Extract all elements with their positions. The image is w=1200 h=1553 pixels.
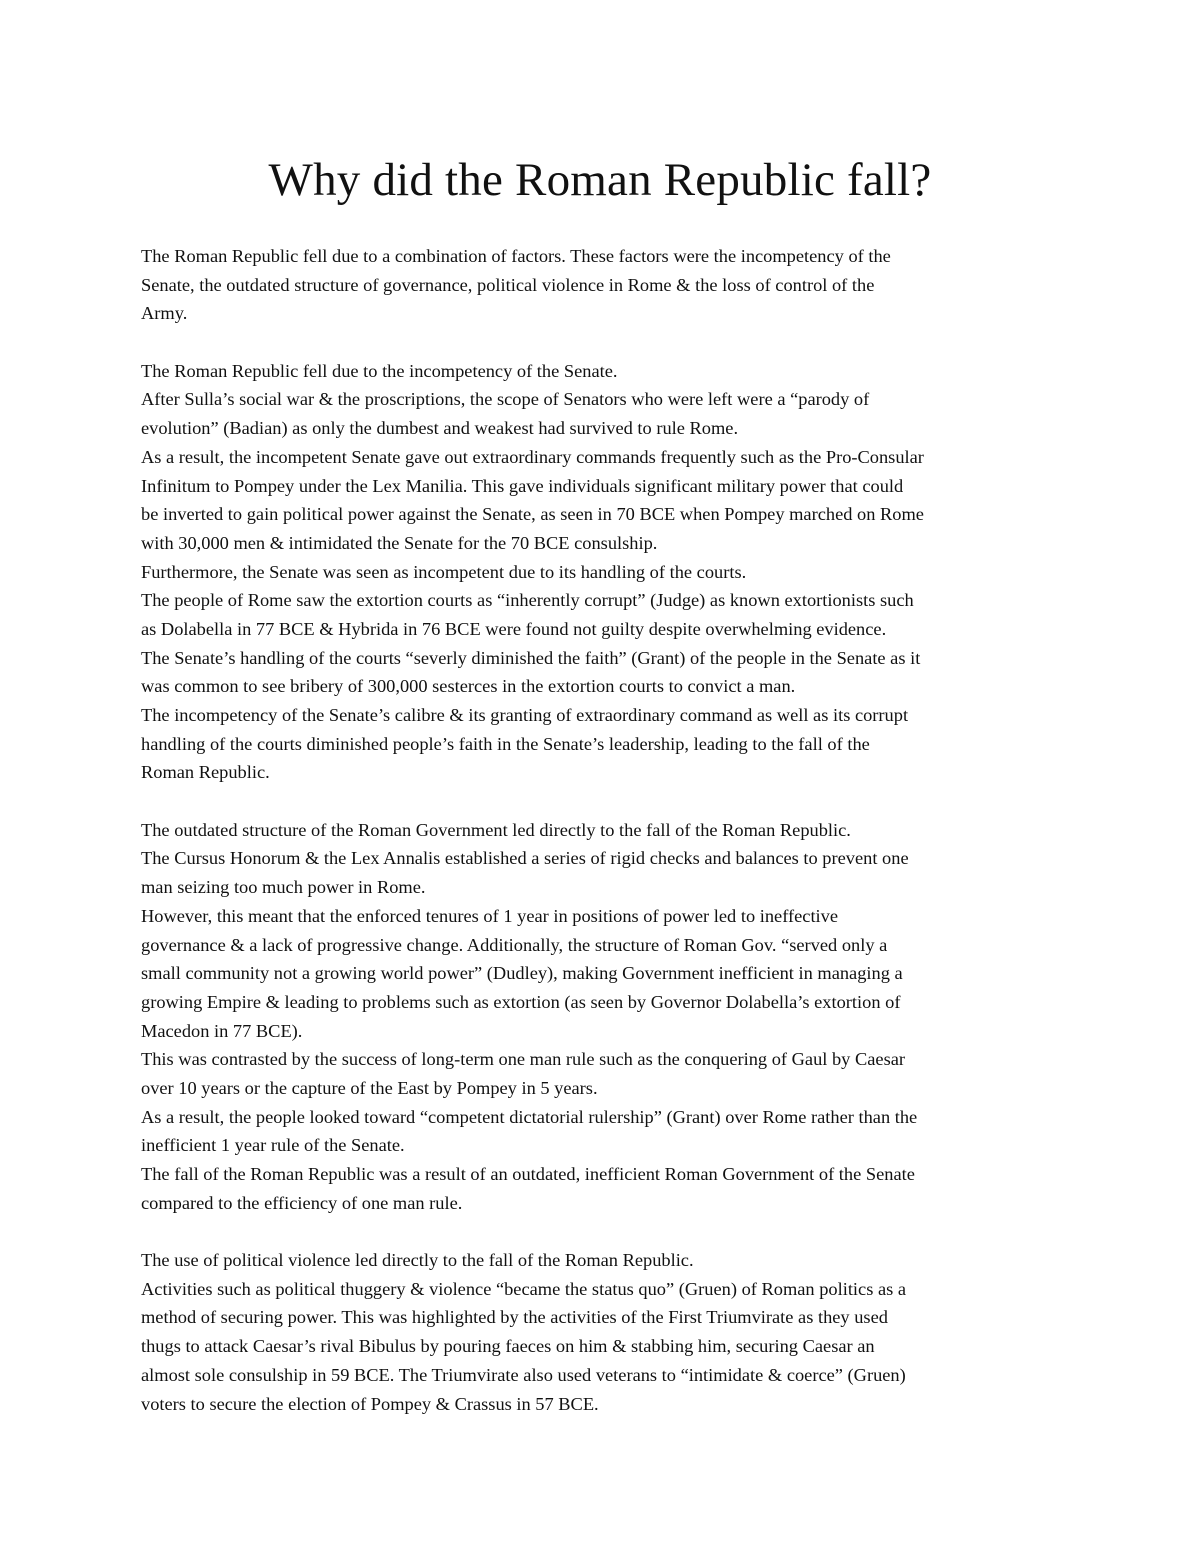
text-line: The incompetency of the Senate’s calibre & its granting of extraordinary command as well as its corrupt: [141, 705, 909, 725]
text-line: growing Empire & leading to problems such as extortion (as seen by Governor Dolabella’s extortion of: [141, 991, 901, 1012]
text-line: The outdated structure of the Roman Government led directly to the fall of the Roman Republic.: [141, 819, 851, 840]
text-line: The Cursus Honorum & the Lex Annalis established a series of rigid checks and balances to prevent one: [141, 848, 909, 869]
text-line: This was contrasted by the success of long-term one man rule such as the conquering of Gaul by Caesar: [141, 1049, 906, 1070]
text-line: small community not a growing world power” (Dudley), making Government inefficient in managing a: [141, 963, 903, 984]
text-line: as Dolabella in 77 BCE & Hybrida in 76 BCE were found not guilty despite overwhelming evidence.: [141, 618, 887, 639]
text-line: with 30,000 men & intimidated the Senate for the 70 BCE consulship.: [141, 532, 658, 553]
paragraph-gap: [141, 787, 1071, 816]
paragraph-gap: [141, 1217, 1071, 1246]
text-line: Roman Republic.: [141, 762, 270, 783]
text-line: Activities such as political thuggery & violence “became the status quo” (Gruen) of Roman politics as a: [141, 1278, 907, 1299]
text-line: The use of political violence led directly to the fall of the Roman Republic.: [141, 1250, 694, 1271]
paragraph-1: [141, 242, 1071, 328]
paragraph-3: [141, 816, 1071, 1218]
text-line: Army.: [141, 303, 188, 324]
text-line: However, this meant that the enforced tenures of 1 year in positions of power led to ineffective: [141, 905, 839, 926]
paragraph-2: [141, 357, 1071, 787]
text-line: man seizing too much power in Rome.: [141, 877, 426, 898]
text-line: As a result, the incompetent Senate gave out extraordinary commands frequently such as the Pro-Consular: [141, 446, 924, 467]
text-line: The fall of the Roman Republic was a result of an outdated, inefficient Roman Government of the Senate: [141, 1164, 915, 1184]
document-body: [141, 242, 1071, 1418]
text-line: The people of Rome saw the extortion courts as “inherently corrupt” (Judge) as known extortionists such: [141, 590, 914, 611]
text-line: Senate, the outdated structure of governance, political violence in Rome & the loss of control of the: [141, 274, 875, 295]
text-line: The Roman Republic fell due to a combination of factors. These factors were the incompetency of the: [141, 246, 891, 266]
text-line: The Roman Republic fell due to the incompetency of the Senate.: [141, 360, 618, 381]
text-line: Furthermore, the Senate was seen as incompetent due to its handling of the courts.: [141, 561, 747, 582]
text-line: method of securing power. This was highlighted by the activities of the First Triumvirate as they used: [141, 1307, 888, 1328]
paragraph-4: [141, 1246, 1071, 1418]
text-line: inefficient 1 year rule of the Senate.: [141, 1135, 405, 1156]
text-line: Infinitum to Pompey under the Lex Manilia. This gave individuals significant military power that could: [141, 475, 904, 496]
text-line: be inverted to gain political power against the Senate, as seen in 70 BCE when Pompey marched on Rome: [141, 504, 924, 525]
text-line: compared to the efficiency of one man rule.: [141, 1192, 463, 1213]
text-line: voters to secure the election of Pompey & Crassus in 57 BCE.: [141, 1393, 599, 1414]
paragraph-gap: [141, 328, 1071, 357]
text-line: Macedon in 77 BCE).: [141, 1020, 303, 1041]
text-line: As a result, the people looked toward “competent dictatorial rulership” (Grant) over Rome rather than the: [141, 1106, 918, 1127]
text-line: governance & a lack of progressive change. Additionally, the structure of Roman Gov. “served only a: [141, 934, 888, 955]
text-line: evolution” (Badian) as only the dumbest and weakest had survived to rule Rome.: [141, 418, 739, 439]
text-line: almost sole consulship in 59 BCE. The Triumvirate also used veterans to “intimidate & coerce” (Gruen): [141, 1364, 906, 1385]
text-line: thugs to attack Caesar’s rival Bibulus by pouring faeces on him & stabbing him, securing Caesar an: [141, 1336, 875, 1357]
text-line: After Sulla’s social war & the proscriptions, the scope of Senators who were left were a “parody of: [141, 389, 870, 410]
text-line: over 10 years or the capture of the East by Pompey in 5 years.: [141, 1077, 598, 1098]
document-title: Why did the Roman Republic fall?: [268, 154, 932, 206]
text-line: The Senate’s handling of the courts “severly diminished the faith” (Grant) of the people in the Senate as it: [141, 647, 921, 668]
text-line: was common to see bribery of 300,000 sesterces in the extortion courts to convict a man.: [141, 676, 796, 697]
text-line: handling of the courts diminished people’s faith in the Senate’s leadership, leading to the fall of the: [141, 733, 870, 754]
